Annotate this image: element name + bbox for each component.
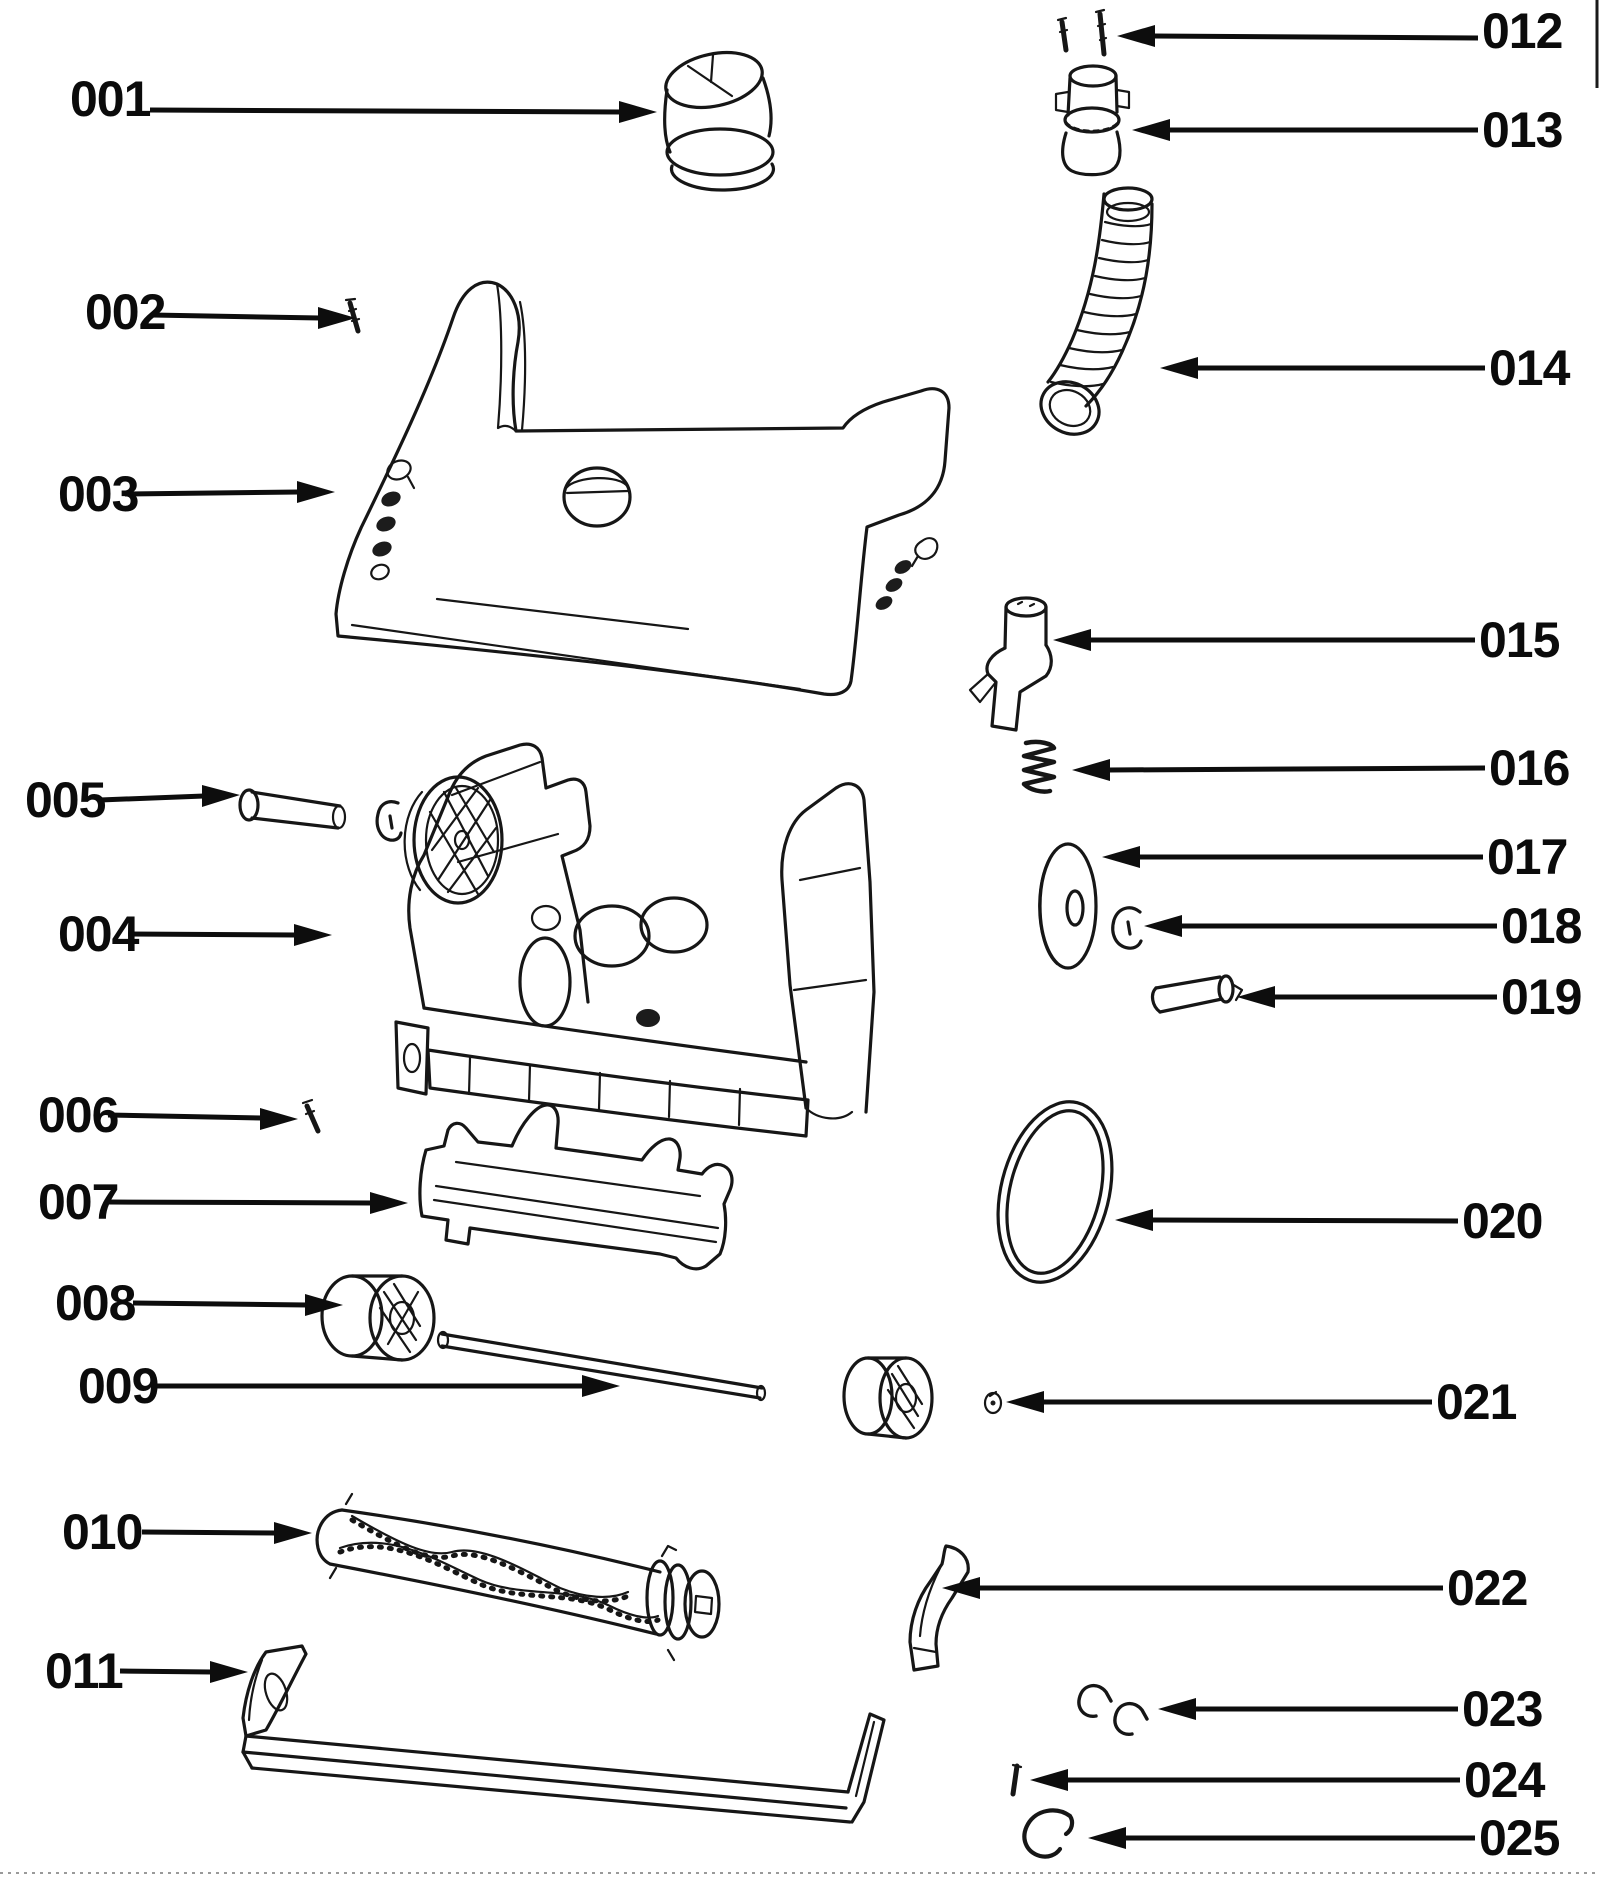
callout-008: 008 (55, 1275, 136, 1331)
part-002-screw (346, 299, 359, 331)
callout-003: 003 (58, 466, 139, 522)
part-009-rear-roller (844, 1358, 932, 1438)
callout-004: 004 (58, 906, 139, 962)
callout-001: 001 (70, 71, 151, 127)
part-008-wheel (322, 1276, 434, 1360)
callout-024: 024 (1464, 1752, 1545, 1808)
part-005-axle-bolt (240, 790, 345, 828)
part-003-top-cover (336, 282, 949, 694)
part-023-clip-pair (1079, 1686, 1147, 1735)
part-022-pedal-bracket (910, 1546, 968, 1670)
callout-012: 012 (1482, 3, 1563, 59)
callout-011: 011 (45, 1643, 123, 1699)
callout-010: 010 (62, 1504, 143, 1560)
part-005-wheel (405, 777, 502, 903)
callout-017: 017 (1487, 829, 1568, 885)
callout-022: 022 (1447, 1560, 1528, 1616)
part-015-pedal-valve (970, 598, 1051, 730)
callout-020: 020 (1462, 1193, 1543, 1249)
part-014-flexible-hose (1032, 188, 1152, 444)
callout-006: 006 (38, 1087, 119, 1143)
callout-016: 016 (1489, 740, 1570, 796)
callout-009: 009 (78, 1358, 159, 1414)
part-007-height-adjust-bracket (420, 1105, 732, 1269)
part-012-screws (1058, 10, 1106, 54)
part-013-hose-connector (1056, 66, 1129, 175)
part-025-c-clip (1024, 1810, 1072, 1856)
part-011-bottom-plate (243, 1646, 884, 1822)
callout-014: 014 (1489, 340, 1570, 396)
part-017-pulley-wheel (1039, 844, 1096, 968)
callout-015: 015 (1479, 612, 1560, 668)
callout-arrows (100, 25, 1497, 1849)
callout-005: 005 (25, 772, 106, 828)
callout-019: 019 (1501, 969, 1582, 1025)
part-024-small-pin (1013, 1765, 1021, 1794)
part-018-e-clip (1113, 908, 1141, 948)
callout-013: 013 (1482, 102, 1563, 158)
callout-021: 021 (1436, 1374, 1517, 1430)
part-021-set-screw (985, 1392, 1001, 1413)
part-001-hose-cuff (661, 44, 774, 190)
part-006-screw (303, 1100, 318, 1131)
part-016-spring (1024, 742, 1054, 792)
part-005-e-clip (377, 802, 401, 841)
callout-007: 007 (38, 1174, 119, 1230)
part-010-brush-roller (317, 1494, 719, 1660)
callout-002: 002 (85, 284, 166, 340)
callout-018: 018 (1501, 898, 1582, 954)
part-020-drive-belt (980, 1090, 1129, 1295)
callout-023: 023 (1462, 1681, 1543, 1737)
part-019-axle-pin (1153, 976, 1242, 1012)
callout-025: 025 (1479, 1810, 1560, 1866)
